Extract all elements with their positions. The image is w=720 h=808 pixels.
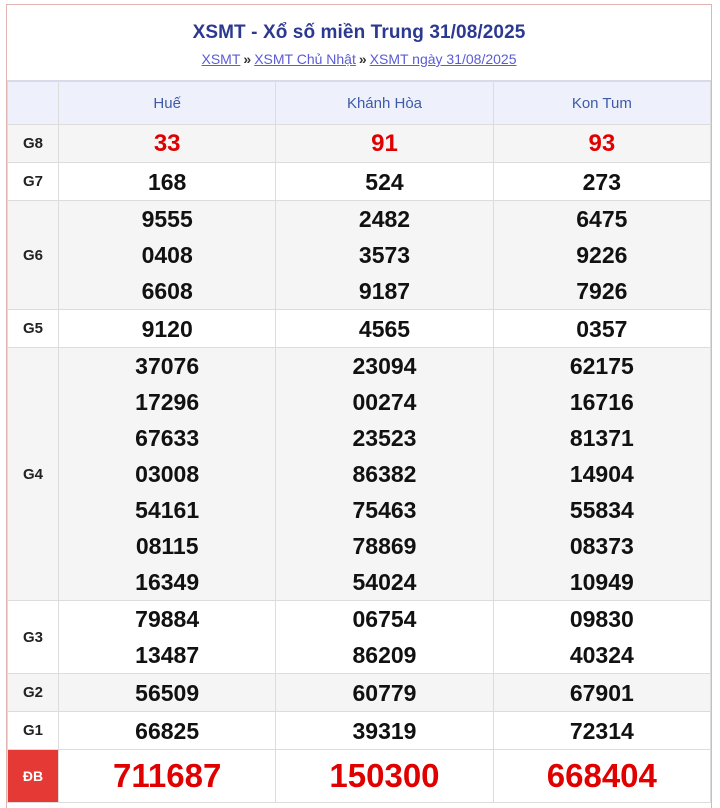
prize-row-g1 (8, 712, 711, 750)
province-header-row (8, 82, 711, 125)
prize-number: 9555 (141, 206, 193, 232)
prize-number: 0357 (576, 315, 628, 342)
prize-number: 00274 (352, 389, 417, 415)
prize-number: 06754 (352, 606, 417, 632)
prize-cell (276, 163, 493, 201)
prize-number: 79884 (135, 606, 200, 632)
prize-cell (59, 163, 276, 201)
province-header-kon-tum[interactable]: Kon Tum (493, 82, 710, 125)
prize-cell (59, 348, 276, 601)
prize-row-g8 (8, 125, 711, 163)
prize-cell (493, 750, 710, 803)
prize-cell (59, 712, 276, 750)
prize-label: G8 (8, 125, 59, 163)
prize-cell (493, 310, 710, 348)
prize-number: 2482 (358, 206, 411, 232)
prize-cell (276, 348, 493, 601)
prize-cell (276, 125, 493, 163)
prize-number: 09830 (569, 606, 634, 632)
prize-cell (59, 674, 276, 712)
prize-cell (59, 601, 276, 674)
prize-cell (276, 201, 493, 310)
corner-cell (8, 82, 59, 125)
prize-row-g6 (8, 201, 711, 310)
prize-number: 524 (365, 168, 404, 195)
prize-number: 75463 (352, 497, 417, 523)
prize-number: 55834 (569, 497, 634, 523)
prize-number: 16349 (135, 569, 200, 595)
prize-number: 33 (153, 129, 181, 157)
prize-cell (276, 601, 493, 674)
prize-number: 39319 (352, 717, 417, 744)
prize-cell (276, 674, 493, 712)
prize-cell (493, 348, 710, 601)
prize-number: 86209 (352, 642, 417, 668)
prize-number: 168 (147, 168, 187, 195)
results-panel (6, 4, 712, 808)
prize-label: G7 (8, 163, 59, 201)
breadcrumb-link-xsmt[interactable]: XSMT (201, 51, 241, 67)
prize-number: 40324 (569, 642, 634, 668)
prize-cell (276, 750, 493, 803)
prize-number: 273 (582, 168, 622, 195)
prize-number: 08115 (135, 533, 199, 559)
prize-number: 17296 (135, 389, 200, 415)
prize-cell (493, 674, 710, 712)
prize-cell (59, 201, 276, 310)
prize-label: G5 (8, 310, 59, 348)
prize-cell (59, 310, 276, 348)
prize-label: G4 (8, 348, 59, 601)
province-header-hue[interactable]: Huế (59, 82, 276, 125)
prize-number: 13487 (135, 642, 200, 668)
prize-rows (8, 125, 711, 803)
prize-cell (59, 750, 276, 803)
prize-label: G1 (8, 712, 59, 750)
prize-row-db (8, 750, 711, 803)
prize-number: 60779 (352, 679, 417, 706)
province-header-khanh-hoa[interactable]: Khánh Hòa (276, 82, 493, 125)
breadcrumb-separator: » (243, 51, 252, 67)
prize-number: 78869 (352, 533, 417, 559)
results-table (7, 81, 711, 803)
prize-number: 150300 (329, 757, 440, 794)
prize-number: 56509 (135, 679, 200, 706)
prize-row-g3 (8, 601, 711, 674)
prize-number: 86382 (352, 461, 417, 487)
prize-number: 7926 (576, 278, 628, 304)
prize-number: 4565 (358, 315, 411, 342)
prize-number: 93 (588, 129, 616, 157)
prize-number: 37076 (135, 353, 200, 379)
results-header (7, 5, 711, 81)
prize-label: G6 (8, 201, 59, 310)
prize-number: 14904 (569, 461, 634, 487)
breadcrumb-separator: » (358, 51, 367, 67)
prize-number: 81371 (569, 425, 634, 451)
prize-cell (493, 601, 710, 674)
breadcrumb (7, 51, 711, 67)
prize-cell (493, 201, 710, 310)
prize-number: 9226 (576, 242, 628, 268)
prize-number: 711687 (113, 757, 222, 794)
prize-number: 91 (371, 129, 398, 157)
prize-number: 72314 (569, 717, 634, 744)
prize-number: 23094 (352, 353, 417, 379)
prize-row-g7 (8, 163, 711, 201)
prize-number: 9187 (358, 278, 411, 304)
prize-number: 67633 (135, 425, 200, 451)
prize-label: G2 (8, 674, 59, 712)
prize-row-g2 (8, 674, 711, 712)
page-title: XSMT - Xổ số miền Trung 31/08/2025 (192, 22, 526, 43)
prize-number: 23523 (352, 425, 417, 451)
prize-number: 9120 (141, 315, 193, 342)
prize-label: ĐB (8, 750, 59, 803)
prize-cell (276, 712, 493, 750)
prize-number: 67901 (569, 679, 634, 706)
prize-row-g5 (8, 310, 711, 348)
prize-label: G3 (8, 601, 59, 674)
prize-number: 54024 (352, 569, 417, 595)
prize-number: 0408 (141, 242, 193, 268)
prize-cell (493, 163, 710, 201)
prize-number: 3573 (358, 242, 411, 268)
prize-cell (493, 125, 710, 163)
prize-cell (493, 712, 710, 750)
prize-number: 08373 (569, 533, 634, 559)
prize-cell (59, 125, 276, 163)
prize-number: 03008 (135, 461, 200, 487)
prize-number: 6475 (576, 206, 628, 232)
prize-cell (276, 310, 493, 348)
prize-number: 54161 (135, 497, 200, 523)
prize-number: 10949 (569, 569, 634, 595)
prize-number: 6608 (141, 278, 193, 304)
prize-number: 62175 (569, 353, 634, 379)
prize-number: 668404 (546, 757, 657, 794)
prize-number: 66825 (135, 717, 200, 744)
prize-row-g4 (8, 348, 711, 601)
breadcrumb-link-sunday[interactable]: XSMT Chủ Nhật (254, 51, 356, 67)
prize-number: 16716 (569, 389, 634, 415)
breadcrumb-link-date[interactable]: XSMT ngày 31/08/2025 (369, 51, 517, 67)
